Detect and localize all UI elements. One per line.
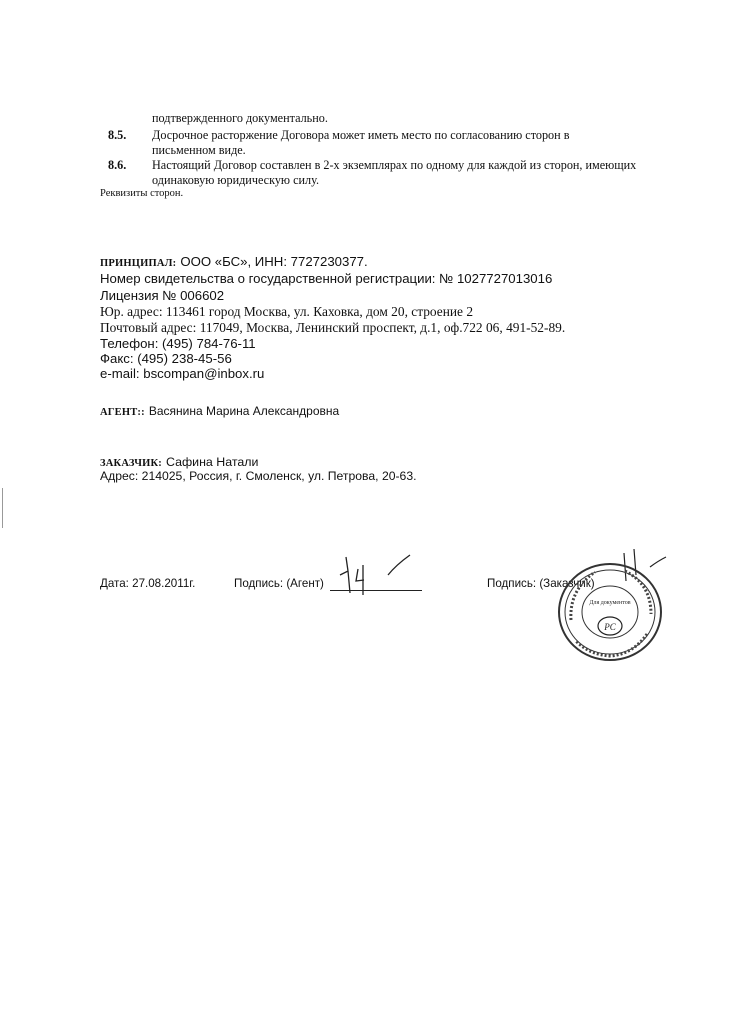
principal-registration: Номер свидетельства о государственной регистрации: № 1027727013016	[100, 271, 553, 286]
clause-8-5-line2: письменном виде.	[152, 143, 246, 157]
scan-margin-mark	[2, 488, 3, 528]
agent-handwritten-signature	[330, 547, 420, 599]
principal-fax: Факс: (495) 238-45-56	[100, 351, 232, 366]
signature-date: Дата: 27.08.2011г.	[100, 577, 196, 590]
principal-label: ПРИНЦИПАЛ:	[100, 258, 177, 269]
principal-postal-address: Почтовый адрес: 117049, Москва, Ленинский проспект, д.1, оф.722 06, 491-52-89.	[100, 320, 566, 335]
clause-8-6-number: 8.6.	[108, 158, 127, 172]
agent-signature-label: Подпись: (Агент)	[234, 577, 324, 590]
round-stamp	[555, 560, 665, 664]
agent-name: Васянина Марина Александровна	[148, 404, 340, 418]
customer-signature-label: Подпись: (Заказчик)	[487, 577, 595, 590]
principal-email: e-mail: bscompan@inbox.ru	[100, 366, 265, 381]
stamp-center-text: Для документов	[589, 600, 631, 606]
stamp-emblem: РС	[604, 622, 616, 632]
clause-8-5-line1: Досрочное расторжение Договора может иметь место по согласованию сторон в	[152, 128, 570, 142]
clause-continuation: подтвержденного документально.	[152, 111, 328, 125]
principal-name: ООО «БС», ИНН: 7727230377.	[180, 254, 368, 269]
agent-line	[100, 402, 339, 420]
clause-8-6-line1: Настоящий Договор составлен в 2-х экземплярах по одному для каждой из сторон, имеющих	[152, 158, 637, 172]
clause-8-5-number: 8.5.	[108, 128, 127, 142]
clause-8-6-line2: одинаковую юридическую силу.	[152, 173, 319, 187]
principal-phone: Телефон: (495) 784-76-11	[100, 336, 256, 351]
customer-name: Сафина Натали	[166, 455, 259, 469]
principal-title-line	[100, 253, 368, 271]
agent-label: АГЕНТ::	[100, 407, 145, 418]
principal-legal-address: Юр. адрес: 113461 город Москва, ул. Каховка, дом 20, строение 2	[100, 304, 474, 319]
requisites-heading: Реквизиты сторон.	[100, 188, 184, 199]
customer-label: ЗАКАЗЧИК:	[100, 458, 162, 469]
customer-address: Адрес: 214025, Россия, г. Смоленск, ул. Петрова, 20-63.	[100, 469, 417, 483]
principal-license: Лицензия № 006602	[100, 288, 225, 303]
